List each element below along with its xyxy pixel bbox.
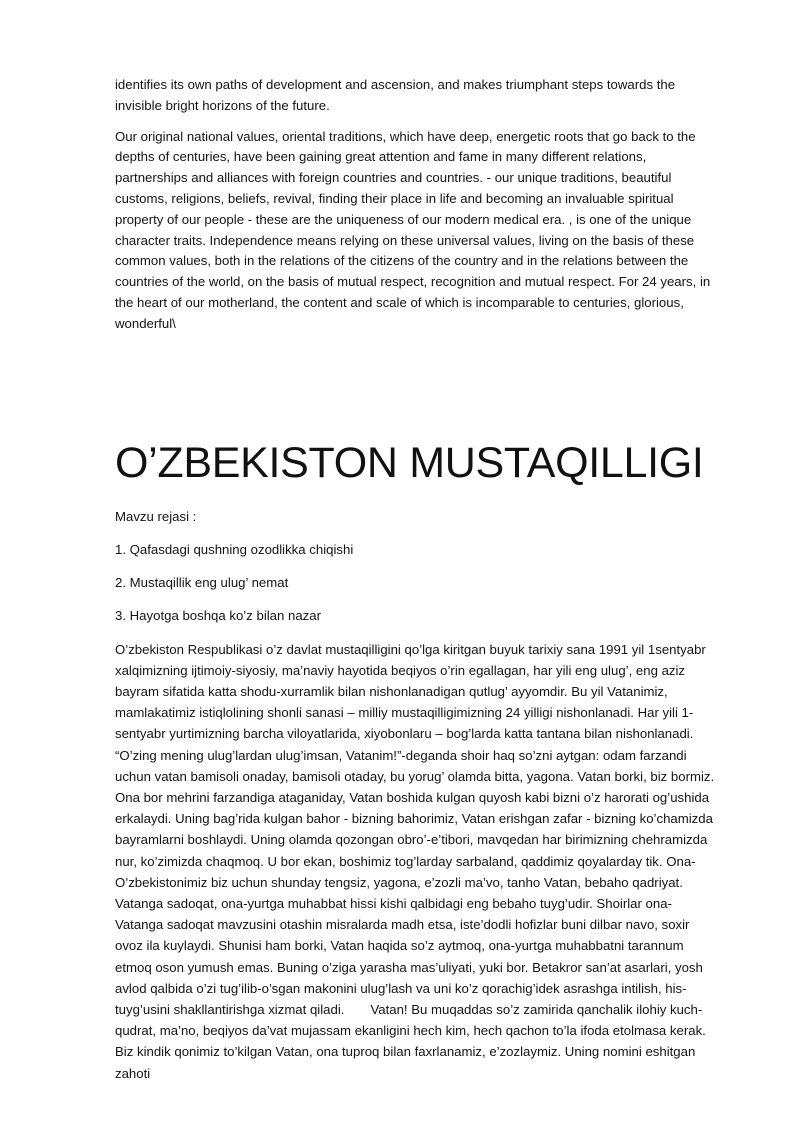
intro-tail-paragraph: identifies its own paths of development and ascension, and makes triumphant steps towards the invisible bright horizons of the future. (115, 77, 676, 113)
document-title: O’ZBEKISTON MUSTAQILLIGI (115, 438, 704, 487)
plan-item-2: 2. Mustaqillik eng ulug’ nemat (115, 574, 289, 590)
intro-paragraph: Our original national values, oriental traditions, which have deep, energetic roots that go back to the depths of centuries, have been gaining great attention and fame in many different relations, partnerships and alliances with foreign countries and countries. - our unique traditions, beautiful customs, religions, beliefs, revival, finding their place in life and becoming an invaluable spiritual property of our people - these are the uniqueness of our modern medical era. , is one of the unique character traits. Independence means relying on these universal values, living on the basis of these common values, both in the relations of the citizens of the country and in the relations between the countries of the world, on the basis of mutual respect, recognition and mutual respect. For 24 years, in the heart of our motherland, the content and scale of which is incomparable to centuries, glorious, wonderful\ (115, 128, 711, 331)
body-text-part-1: O’zbekiston Respublikasi o’z davlat mustaqilligini qo’lga kiritgan buyuk tarixiy sana 1991 yil 1sentyabr xalqimizning ijtimoiy-siyosiy, ma’naviy hayotida beqiyos o’rin egallagan, har yili eng ulug’, eng aziz bayram sifatida katta shodu-xurramlik bilan nishonlanadigan qutlug’ ayyomdir. Bu yil Vatanimiz, mamlakatimiz istiqlolining shonli sanasi – milliy mustaqilligimizning 24 yilligi nishonlanadi. Har yili 1-sentyabr yurtimizning barcha viloyatlarida, xiyobonlaru – bog’larda katta tantana bilan nishonlanadi. “O’zing mening ulug’lardan ulug’imsan, Vatanim!”-deganda shoir haq so’zni aytgan: odam farzandi uchun vatan bamisoli onaday, bamisoli otaday, bu yorug’ olamda bitta, yagona. Vatan borki, biz bormiz. Ona bor mehrini farzandiga ataganiday, Vatan boshida kulgan quyosh kabi bizni o’z harorati og’ushida erkalaydi. Uning bag’rida kulgan bahor - bizning bahorimiz, Vatan erishgan zafar - bizning ko’chamizda bayramlarni boshlaydi. Uning olamda qozongan obro’-e’tibori, mavqedan har birimizning chehramizda nur, ko’zimizda chaqmoq. U bor ekan, boshimiz tog’larday sarbaland, qaddimiz qoyalarday tik. Ona-O’zbekistonimiz biz uchun shunday tengsiz, yagona, e’zozli ma’vo, tanho Vatan, bebaho qadriyat. Vatanga sadoqat, ona-yurtga muhabbat hissi kishi qalbidagi eng bebaho tuyg’udir. Shoirlar ona-Vatanga sadoqat mavzusini otashin misralarda madh etsa, iste’dodli hofizlar buni dilbar navo, soxir ovoz ila kuylaydi. Shunisi ham borki, Vatan haqida so’z aytmoq, ona-yurtga muhabbatni tarannum etmoq oson yumush emas. Buning o’ziga yarasha mas’uliyati, yuki bor. Betakror san’at asarlari, yosh avlod qalbida o’zi tug’ilib-o’sgan makonini ulug’lash va uni ko’z qorachig’idek asrashga intilish, his-tuyg’usini shakllantirishga xizmat qiladi. (115, 641, 715, 1018)
body-text-part-2: Vatan! Bu muqaddas so’z zamirida qanchalik ilohiy kuch-qudrat, ma’no, beqiyos da’vat mujassam ekanligini hech kim, hech qachon to’la ifoda etolmasa kerak. Biz kindik qonimiz to’kilgan Vatan, ona tuproq bilan faxrlanamiz, e’zozlaymiz. Uning nomini eshitgan zahoti (115, 1002, 706, 1081)
body-paragraph (115, 639, 715, 1084)
plan-item-1: 1. Qafasdagi qushning ozodlikka chiqishi (115, 541, 354, 557)
plan-heading: Mavzu rejasi : (115, 508, 197, 524)
document-page (115, 75, 715, 1084)
plan-item-3: 3. Hayotga boshqa ko’z bilan nazar (115, 607, 322, 623)
section-spacer (115, 346, 715, 437)
